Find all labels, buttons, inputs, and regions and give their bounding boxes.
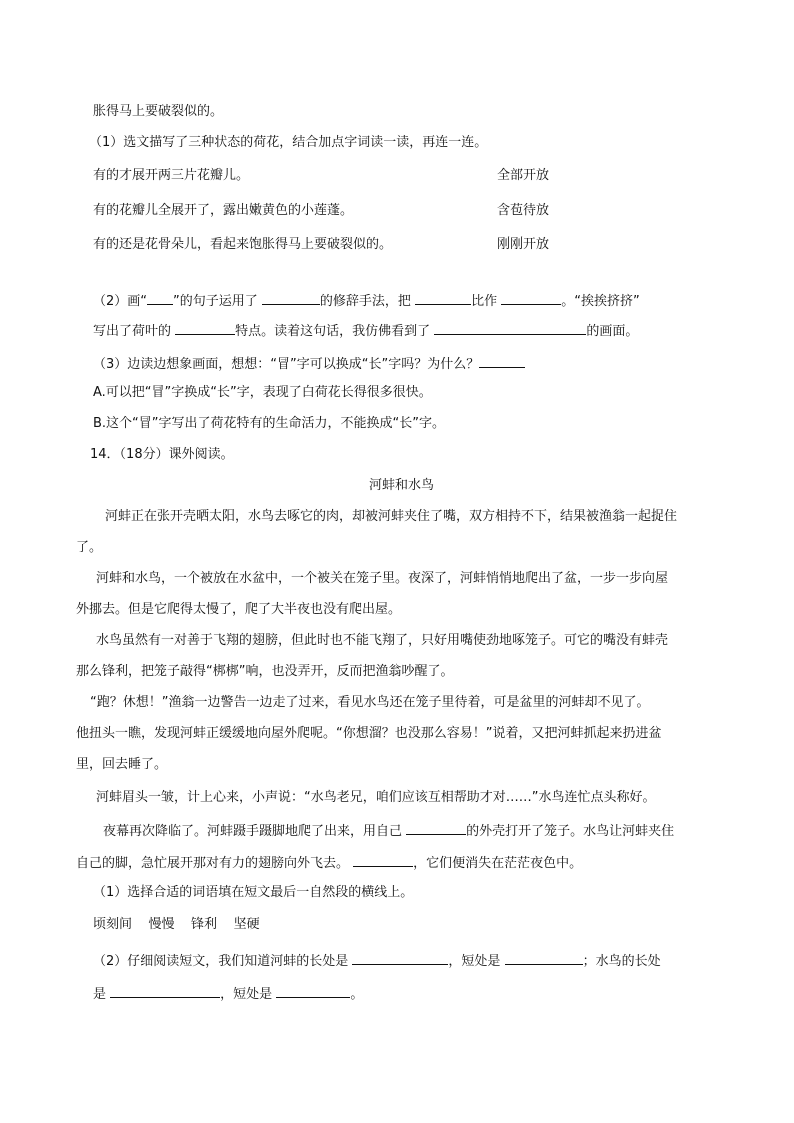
q2-text-f: 写出了荷叶的 bbox=[93, 324, 172, 339]
q3-prompt: （3）边读边想象画面，想想：“冒”字可以换成“长”字吗？为什么？ bbox=[93, 357, 480, 372]
sub-q2-line-1 bbox=[93, 950, 661, 971]
match-left-2: 有的花瓣儿全展开了，露出嫩黄色的小莲蓬。 bbox=[93, 203, 354, 218]
q3-line bbox=[93, 353, 525, 374]
answer-blank-shell[interactable] bbox=[406, 820, 466, 835]
para-6-line-2 bbox=[76, 852, 582, 873]
sub-q2-text-b: ，短处是 bbox=[448, 954, 501, 969]
answer-blank-scene[interactable] bbox=[434, 320, 586, 335]
match-left-3: 有的还是花骨朵儿，看起来饱胀得马上要破裂似的。 bbox=[93, 237, 393, 252]
para-3-line-2: 那么锋利，把笼子敲得“梆梆”响，也没弄开，反而把渔翁吵醒了。 bbox=[76, 664, 454, 679]
sub-q2-text-a: （2）仔细阅读短文，我们知道河蚌的长处是 bbox=[93, 954, 349, 969]
para-1-line-2: 了。 bbox=[76, 540, 103, 555]
q2-text-h: 的画面。 bbox=[586, 324, 639, 339]
para-6-text-b: 的外壳打开了笼子。水鸟让河蚌夹住 bbox=[466, 824, 675, 839]
para-6-text-c: 自己的脚，急忙展开那对有力的翅膀向外飞去。 bbox=[76, 856, 350, 871]
para-2-line-2: 外挪去。但是它爬得太慢了，爬了大半夜也没有爬出屋。 bbox=[76, 602, 402, 617]
story-title: 河蚌和水鸟 bbox=[369, 478, 435, 493]
para-6-line-1 bbox=[103, 820, 674, 841]
q2-text-a: （2）画“ bbox=[93, 294, 148, 309]
q1-prompt: （1）选文描写了三种状态的荷花，结合加点字词读一读，再连一连。 bbox=[89, 135, 488, 150]
match-right-3: 刚刚开放 bbox=[497, 237, 550, 252]
q2-text-c: 的修辞手法，把 bbox=[319, 294, 411, 309]
continuation-line: 胀得马上要破裂似的。 bbox=[93, 104, 224, 119]
q2-text-e: 。“挨挨挤挤” bbox=[561, 294, 640, 309]
underline-sample bbox=[147, 290, 173, 305]
sub-q2-text-f: 。 bbox=[350, 987, 364, 1002]
q3-option-a: A.可以把“冒”字换成“长”字，表现了白荷花长得很多很快。 bbox=[93, 385, 432, 400]
para-3-line-1: 水鸟虽然有一对善于飞翔的翅膀，但此时也不能飞翔了，只好用嘴使劲地啄笼子。可它的嘴没有蚌壳 bbox=[96, 633, 669, 648]
para-6-text-a: 夜幕再次降临了。河蚌蹑手蹑脚地爬了出来，用自己 bbox=[103, 824, 403, 839]
answer-blank-clam-strength[interactable] bbox=[352, 950, 448, 965]
sub-q2-line-2 bbox=[93, 983, 363, 1004]
para-4-line-1: “跑？休想！”渔翁一边警告一边走了过来，看见水鸟还在笼子里待着，可是盆里的河蚌却不见了。 bbox=[90, 695, 650, 710]
answer-blank-clam-weakness[interactable] bbox=[505, 950, 583, 965]
para-6-text-d: ，它们便消失在茫茫夜色中。 bbox=[413, 856, 583, 871]
answer-blank-compared[interactable] bbox=[501, 290, 561, 305]
para-5: 河蚌眉头一皱，计上心来，小声说：“水鸟老兄，咱们应该互相帮助才对……”水鸟连忙点头称好。 bbox=[96, 790, 656, 805]
answer-blank-q3[interactable] bbox=[479, 353, 525, 368]
match-left-1: 有的才展开两三片花瓣儿。 bbox=[93, 168, 250, 183]
para-2-line-1: 河蚌和水鸟，一个被放在水盆中，一个被关在笼子里。夜深了，河蚌悄悄地爬出了盆，一步一步向屋 bbox=[96, 571, 669, 586]
q2-text-b: ”的句子运用了 bbox=[173, 294, 258, 309]
q2-line-2 bbox=[93, 320, 638, 341]
answer-blank-bird-strength[interactable] bbox=[110, 983, 220, 998]
sub-q2-text-e: ，短处是 bbox=[220, 987, 273, 1002]
answer-blank-rhetoric[interactable] bbox=[262, 290, 320, 305]
q14-header: 14．（18分）课外阅读。 bbox=[90, 447, 234, 462]
sub-q1-prompt: （1）选择合适的词语填在短文最后一自然段的横线上。 bbox=[93, 885, 414, 900]
match-right-1: 全部开放 bbox=[497, 168, 550, 183]
para-4-line-3: 里，回去睡了。 bbox=[76, 757, 168, 772]
answer-blank-time[interactable] bbox=[353, 852, 413, 867]
answer-blank-feature[interactable] bbox=[175, 320, 235, 335]
q2-line-1 bbox=[93, 290, 640, 311]
sub-q2-text-c: ；水鸟的长处 bbox=[582, 954, 661, 969]
match-right-2: 含苞待放 bbox=[497, 203, 550, 218]
q3-option-b: B.这个“冒”字写出了荷花特有的生命活力，不能换成“长”字。 bbox=[93, 416, 445, 431]
q2-text-g: 特点。读着这句话，我仿佛看到了 bbox=[235, 324, 431, 339]
para-4-line-2: 他扭头一瞧，发现河蚌正缓缓地向屋外爬呢。“你想溜？也没那么容易！”说着，又把河蚌抓起来扔进盆 bbox=[76, 726, 662, 741]
para-1-line-1: 河蚌正在张开壳晒太阳，水鸟去啄它的肉，却被河蚌夹住了嘴，双方相持不下，结果被渔翁一起捉住 bbox=[105, 509, 678, 524]
answer-blank-bird-weakness[interactable] bbox=[276, 983, 350, 998]
answer-blank-object[interactable] bbox=[415, 290, 471, 305]
sub-q2-text-d: 是 bbox=[93, 987, 107, 1002]
word-bank: 顷刻间 慢慢 锋利 坚硬 bbox=[93, 917, 260, 932]
q2-text-d: 比作 bbox=[471, 294, 498, 309]
